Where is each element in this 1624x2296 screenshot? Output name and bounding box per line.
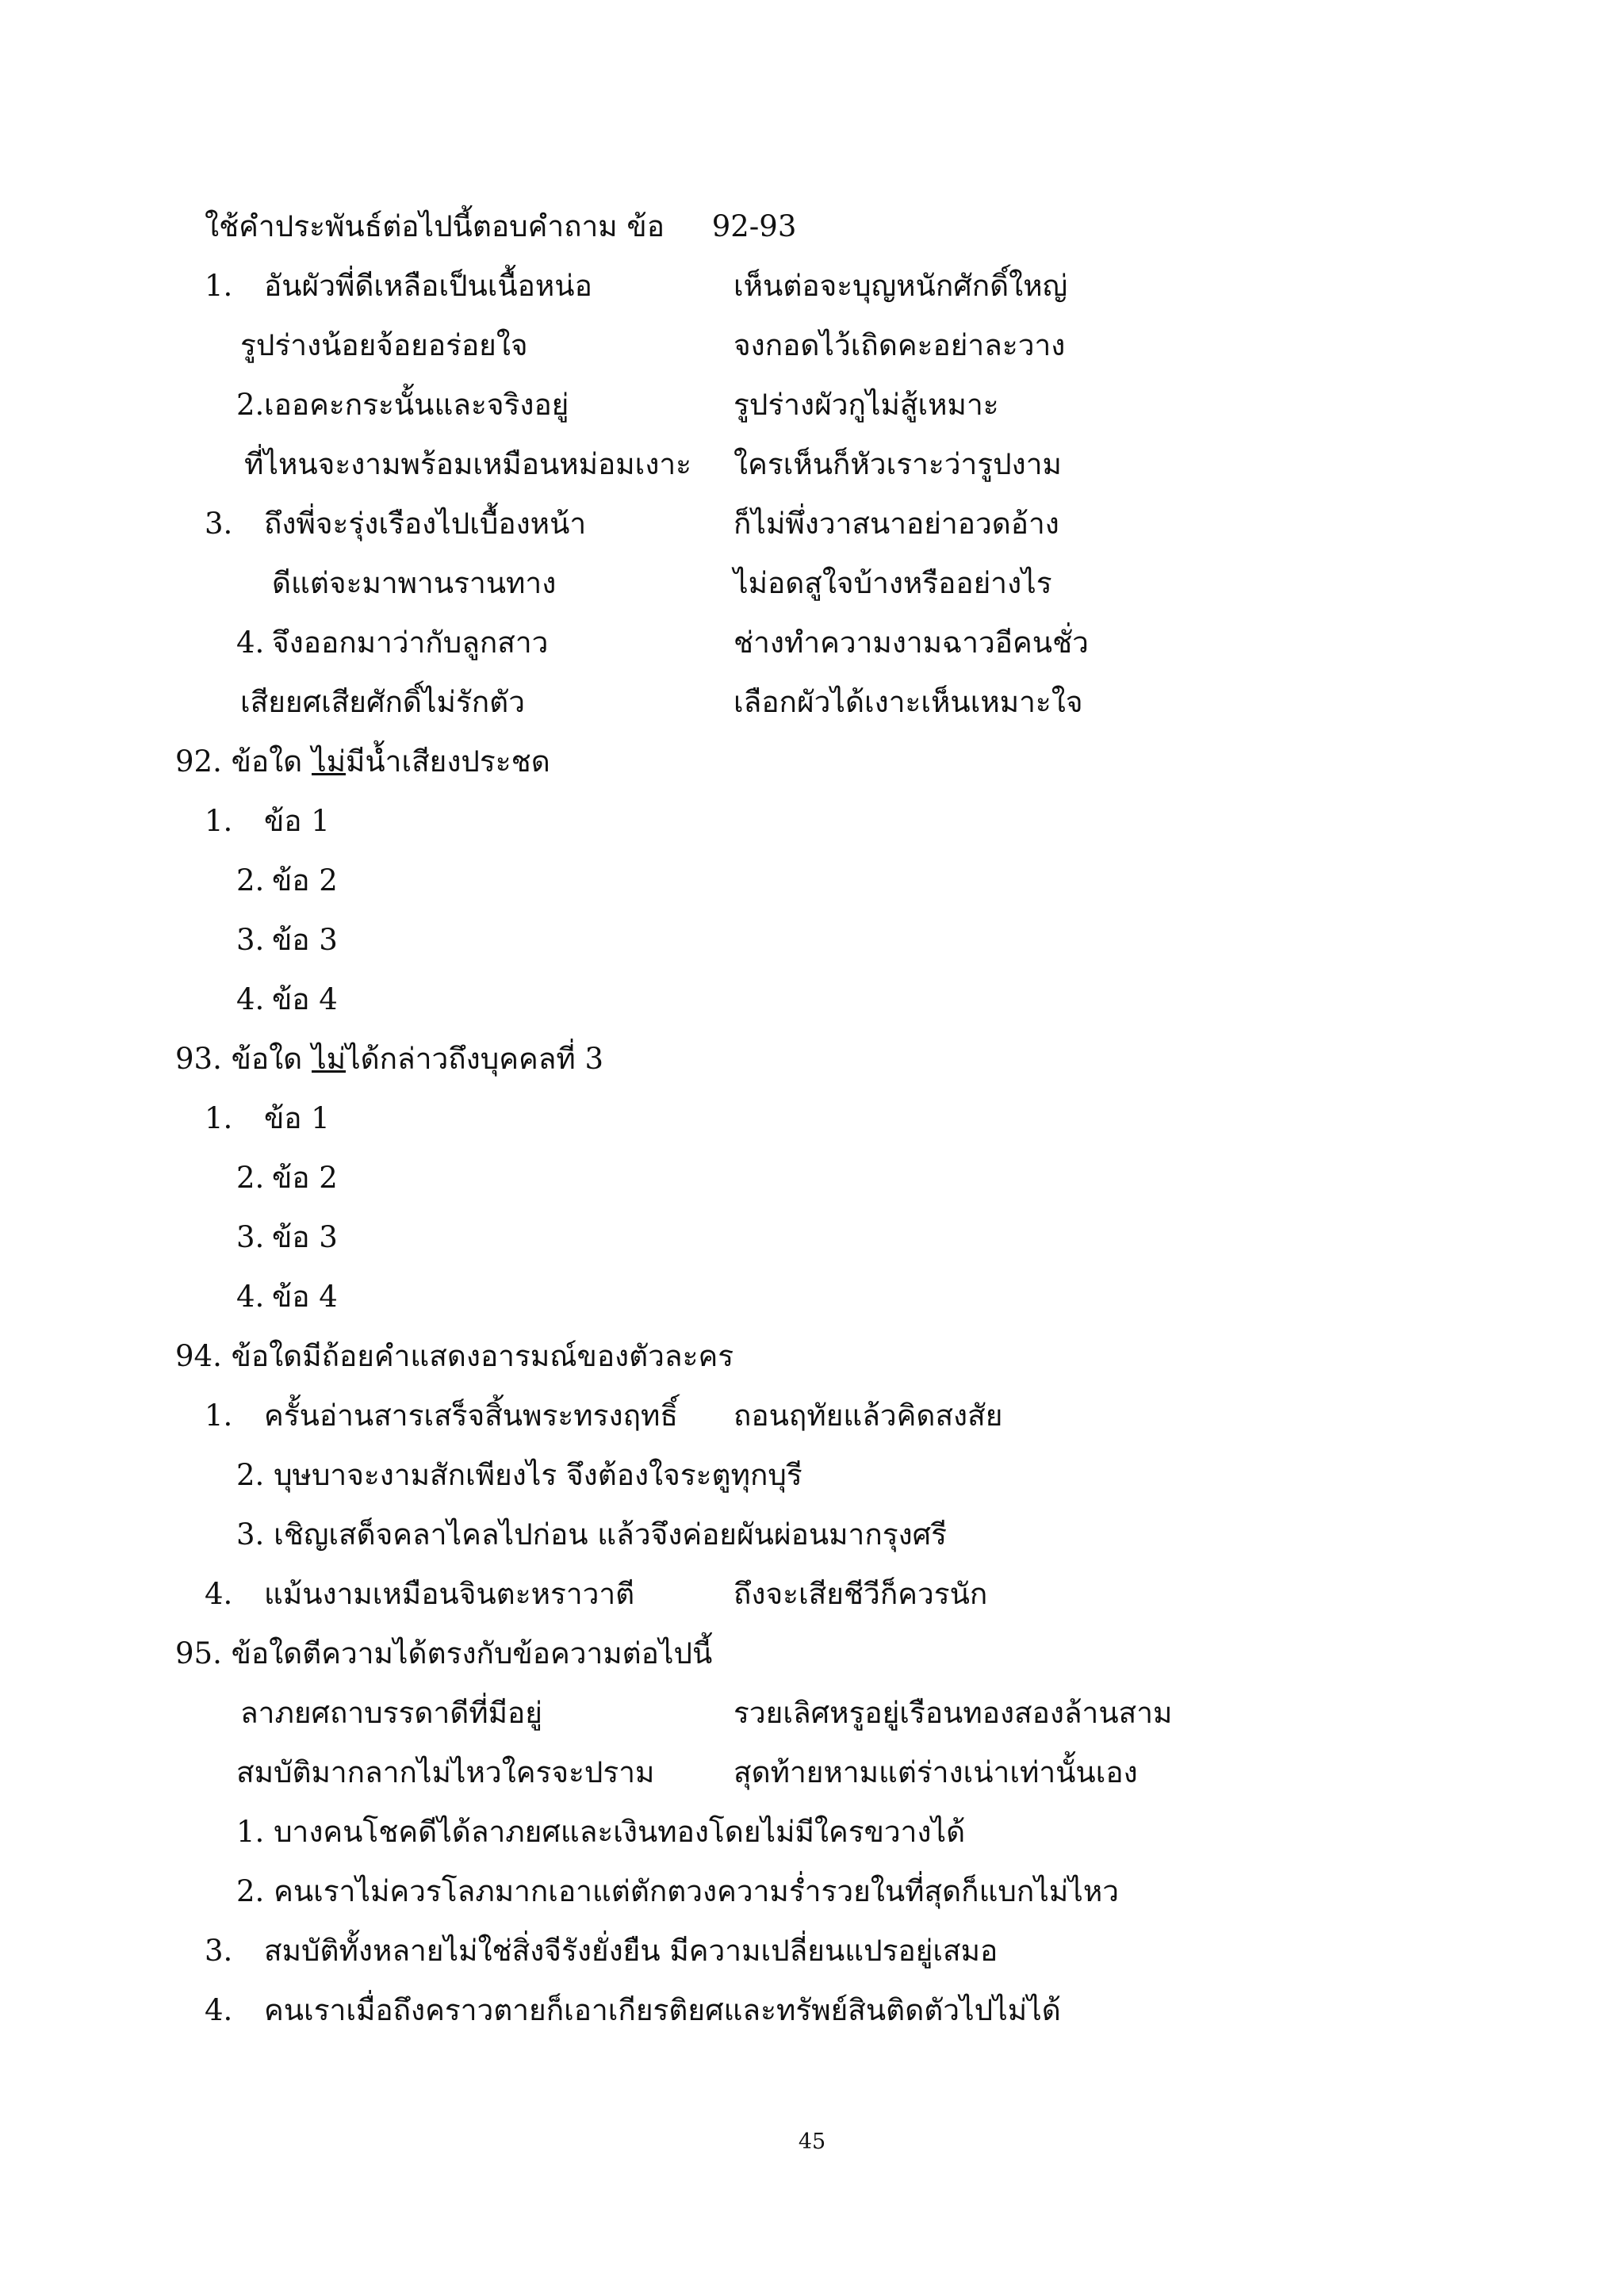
verse-left: ลาภยศถาบรรดาดีที่มีอยู่ <box>240 1696 542 1730</box>
choice-text: คนเราเมื่อถึงคราวตายก็เอาเกียรติยศและทรัพย์สินติดตัวไปไม่ได้ <box>264 1993 1061 2027</box>
poem-left: ดีแต่จะมาพานรานทาง <box>272 566 557 600</box>
poem-left: รูปร่างน้อยจ้อยอร่อยใจ <box>240 328 528 362</box>
poem-no: 1. <box>205 269 233 303</box>
choice-text: ข้อ 1 <box>264 1101 330 1135</box>
question-94: 94. ข้อใดมีถ้อยคำแสดงอารมณ์ของตัวละคร <box>175 1339 734 1373</box>
question-92 <box>175 743 550 781</box>
choice-text: ข้อ 3 <box>272 923 338 957</box>
choice-text: 1. บางคนโชคดีได้ลาภยศและเงินทองโดยไม่มีใครขวางได้ <box>236 1815 966 1849</box>
poem-right: รูปร่างผัวกูไม่สู้เหมาะ <box>733 388 999 422</box>
poem-left: เสียยศเสียศักดิ์ไม่รักตัว <box>240 685 525 719</box>
choice-no: 1. <box>205 1399 233 1433</box>
question-95: 95. ข้อใดตีความได้ตรงกับข้อความต่อไปนี้ <box>175 1636 713 1670</box>
page-number: 45 <box>798 2130 826 2154</box>
verse-right: รวยเลิศหรูอยู่เรือนทองสองล้านสาม <box>733 1696 1173 1730</box>
poem-left: อันผัวพี่ดีเหลือเป็นเนื้อหน่อ <box>264 269 592 303</box>
choice-no: 1. <box>205 1101 233 1135</box>
poem-right: ช่างทำความงามฉาวอีคนชั่ว <box>733 626 1089 660</box>
choice-no: 1. <box>205 804 233 838</box>
choice-no: 4. <box>236 1280 265 1314</box>
choice-text: ข้อ 3 <box>272 1220 338 1254</box>
choice-no: 4. <box>236 982 265 1016</box>
choice-text: 2. บุษบาจะงามสักเพียงไร จึงต้องใจระตูทุกบุรี <box>236 1458 802 1492</box>
choice-text-right: ถึงจะเสียชีวีก็ควรนัก <box>733 1577 988 1611</box>
poem-right: จงกอดไว้เถิดคะอย่าละวาง <box>733 328 1066 362</box>
poem-left: จึงออกมาว่ากับลูกสาว <box>272 626 549 660</box>
poem-no: 3. <box>205 507 233 541</box>
choice-text: 2. คนเราไม่ควรโลภมากเอาแต่ตักตวงความร่ำรวยในที่สุดก็แบกไม่ไหว <box>236 1874 1120 1908</box>
choice-no: 2. <box>236 1161 265 1195</box>
poem-left: เออคะกระนั้นและจริงอยู่ <box>264 388 569 422</box>
choice-text: ข้อ 1 <box>264 804 330 838</box>
poem-right: เลือกผัวได้เงาะเห็นเหมาะใจ <box>733 685 1083 719</box>
choice-text: ข้อ 4 <box>272 1280 338 1314</box>
underlined-word: ไม่ <box>311 744 346 779</box>
choice-text: ข้อ 4 <box>272 982 338 1016</box>
choice-text-right: ถอนฤทัยแล้วคิดสงสัย <box>733 1399 1003 1433</box>
choice-no: 3. <box>205 1934 233 1968</box>
choice-text: 3. เชิญเสด็จคลาไคลไปก่อน แล้วจึงค่อยผันผ่อนมากรุงศรี <box>236 1517 948 1552</box>
choice-text: ข้อ 2 <box>272 1161 338 1195</box>
choice-text: ครั้นอ่านสารเสร็จสิ้นพระทรงฤทธิ์ <box>264 1399 678 1433</box>
poem-right: ใครเห็นก็หัวเราะว่ารูปงาม <box>733 447 1062 481</box>
intro-line <box>205 208 796 246</box>
poem-right: ก็ไม่พึ่งวาสนาอย่าอวดอ้าง <box>733 507 1059 541</box>
choice-no: 3. <box>236 923 265 957</box>
choice-no: 3. <box>236 1220 265 1254</box>
intro-range: 92-93 <box>711 209 797 243</box>
poem-left: ที่ไหนจะงามพร้อมเหมือนหม่อมเงาะ <box>244 447 692 481</box>
verse-left: สมบัติมากลากไม่ไหวใครจะปราม <box>236 1755 655 1789</box>
choice-no: 4. <box>205 1993 233 2027</box>
question-text: ได้กล่าวถึงบุคคลที่ 3 <box>345 1042 604 1076</box>
choice-no: 2. <box>236 863 265 897</box>
question-text: มีน้ำเสียงประชด <box>345 744 550 779</box>
choice-text: สมบัติทั้งหลายไม่ใช่สิ่งจีรังยั่งยืน มีความเปลี่ยนแปรอยู่เสมอ <box>264 1934 998 1968</box>
poem-right: เห็นต่อจะบุญหนักศักดิ์ใหญ่ <box>733 269 1068 303</box>
question-prefix: 93. ข้อใด <box>175 1042 312 1076</box>
question-93 <box>175 1040 603 1078</box>
question-prefix: 92. ข้อใด <box>175 744 312 779</box>
poem-no: 4. <box>236 626 265 660</box>
poem-no: 2. <box>236 388 265 422</box>
choice-no: 4. <box>205 1577 233 1611</box>
intro-text: ใช้คำประพันธ์ต่อไปนี้ตอบคำถาม ข้อ <box>205 209 665 243</box>
underlined-word: ไม่ <box>311 1042 346 1076</box>
poem-right: ไม่อดสูใจบ้างหรืออย่างไร <box>733 566 1052 600</box>
choice-text: แม้นงามเหมือนจินตะหราวาตี <box>264 1577 635 1611</box>
verse-right: สุดท้ายหามแต่ร่างเน่าเท่านั้นเอง <box>733 1755 1138 1789</box>
choice-text: ข้อ 2 <box>272 863 338 897</box>
poem-left: ถึงพี่จะรุ่งเรืองไปเบื้องหน้า <box>264 507 587 541</box>
